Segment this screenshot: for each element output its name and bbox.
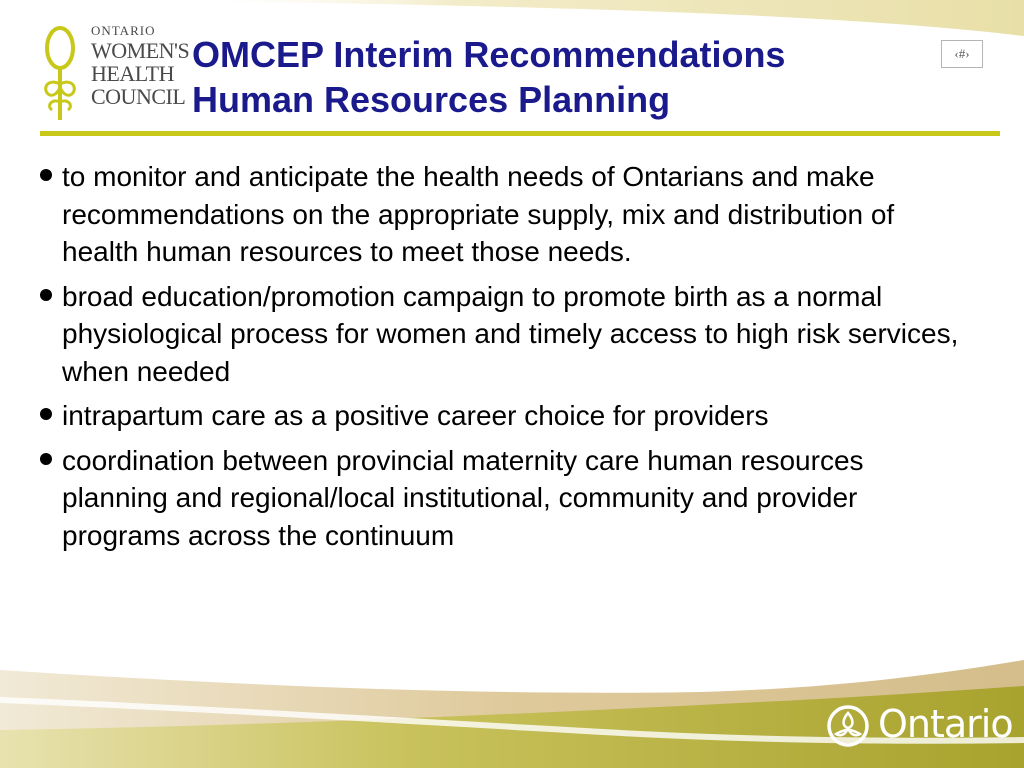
logo-line-health: HEALTH [91, 61, 174, 86]
logo-wordmark [91, 24, 189, 109]
logo-line-ontario: ONTARIO [91, 23, 156, 38]
slide-title-line-2: Human Resources Planning [192, 79, 671, 120]
logo-line-council: COUNCIL [91, 84, 186, 109]
title-divider [40, 131, 1000, 136]
bullet-list [36, 158, 976, 561]
logo-line-womens: WOMEN'S [91, 38, 190, 63]
bullet-item: intrapartum care as a positive career choice for providers [36, 397, 976, 435]
bullet-item: broad education/promotion campaign to promote birth as a normal physiological process for women and timely access to high risk services, when needed [36, 278, 976, 391]
bottom-swoosh-decoration [0, 630, 1024, 768]
flower-emblem-icon [38, 22, 88, 122]
slide-title [192, 32, 785, 122]
slide-title-line-1: OMCEP Interim Recommendations [192, 34, 786, 75]
womens-health-council-logo [38, 14, 188, 124]
slide-number-placeholder: ‹#› [941, 40, 983, 68]
ontario-trillium-icon [826, 704, 870, 748]
ontario-wordmark: Ontario [878, 702, 1013, 746]
bullet-item: to monitor and anticipate the health needs of Ontarians and make recommendations on the appropriate supply, mix and distribution of health human resources to meet those needs. [36, 158, 976, 271]
bullet-item: coordination between provincial maternity care human resources planning and regional/local institutional, community and provider programs across the continuum [36, 442, 976, 555]
